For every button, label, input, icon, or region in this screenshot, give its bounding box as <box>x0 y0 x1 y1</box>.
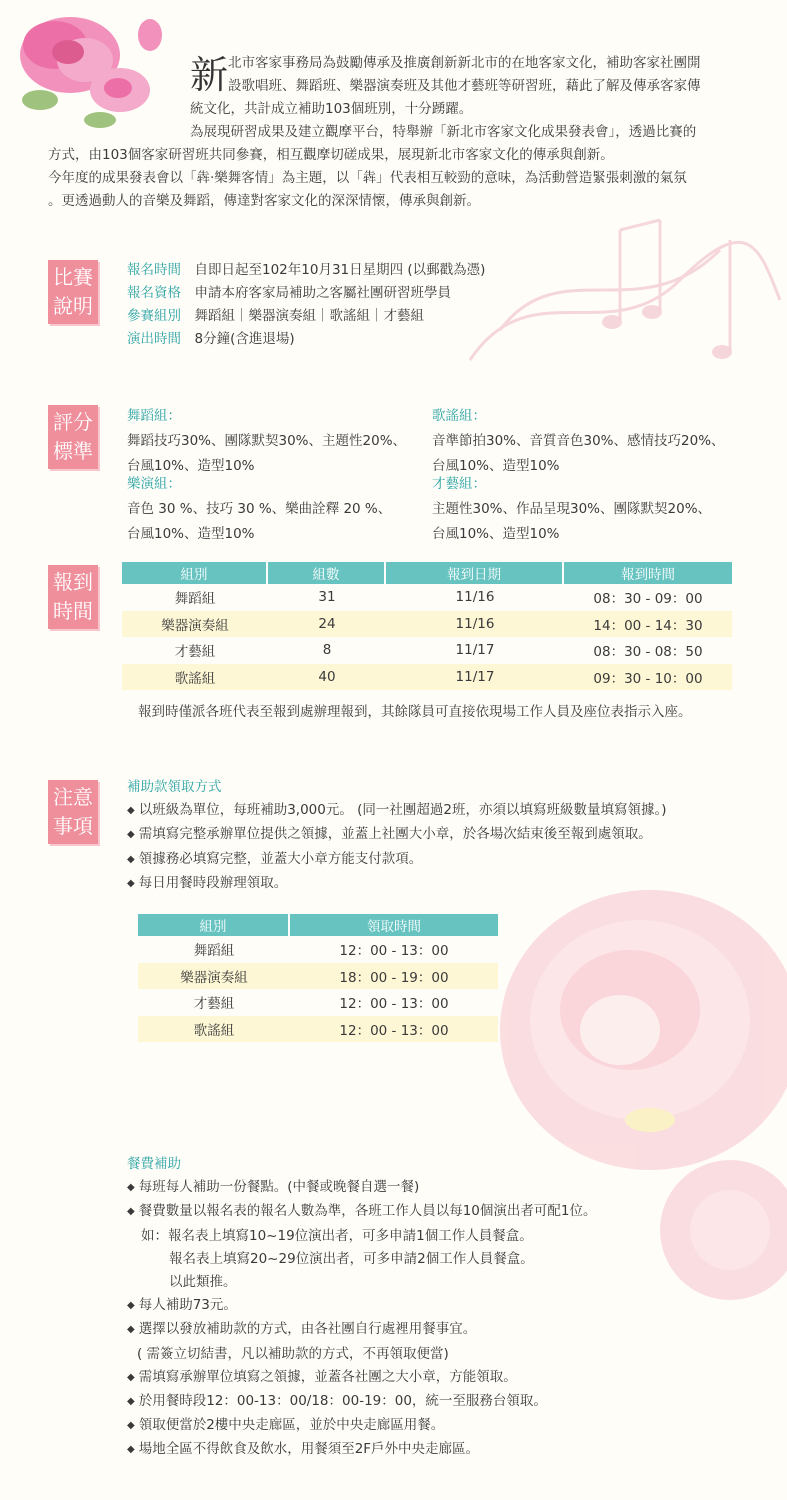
competition-item <box>127 260 485 280</box>
table-cell: 12：00 - 13：00 <box>339 943 449 960</box>
list-item: ◆ 場地全區不得飲食及飲水，用餐須至2F戶外中央走廊區。 <box>127 1438 596 1462</box>
table-cell: 12：00 - 13：00 <box>339 996 449 1013</box>
competition-item <box>127 329 295 349</box>
scoring-group-song <box>432 404 725 479</box>
competition-item <box>127 283 451 303</box>
table-cell: 11/17 <box>455 642 495 659</box>
subsidy-title: 補助款領取方式 <box>127 779 222 795</box>
intro-line: 方式，由103個客家研習班共同參賽，相互觀摩切磋成果，展現新北市客家文化的傳承與創新。 <box>48 147 614 163</box>
table-row <box>138 1016 498 1043</box>
group-title: 樂演組： <box>127 476 181 492</box>
list-item: ◆ 餐費數量以報名表的報名人數為準，各班工作人員以每10個演出者可配1位。 <box>127 1200 596 1224</box>
list-item: ◆ 每人補助73元。 <box>127 1294 596 1318</box>
intro-initial-char: 新 <box>190 53 229 97</box>
table-cell: 18：00 - 19：00 <box>290 963 498 990</box>
table-cell: 14：00 - 14：30 <box>564 611 732 638</box>
table-cell: 12：00 - 13：00 <box>290 1016 498 1043</box>
intro-line: 今年度的成果發表會以「犇‧樂舞客情」為主題，以「犇」代表相互較勁的意味，為活動營造緊張刺激的氣氛 <box>48 170 687 186</box>
label-text: 標準 <box>53 439 93 463</box>
meal-block <box>127 1153 596 1463</box>
intro-line: 。更透過動人的音樂及舞蹈，傳達對客家文化的深深情懷，傳承與創新。 <box>48 193 480 209</box>
list-item: ◆ 需填寫完整承辦單位提供之領據，並蓋上社團大小章，於各場次結束後至報到處領取。 <box>127 823 667 847</box>
column-header: 報到時間 <box>564 562 732 584</box>
table-cell: 11/16 <box>455 589 495 606</box>
intro-text <box>48 52 748 213</box>
list-item: ◆ 選擇以發放補助款的方式，由各社團自行處裡用餐事宜。 <box>127 1318 596 1342</box>
table-cell: 樂器演奏組 <box>122 611 268 638</box>
column-header: 組別 <box>122 562 268 584</box>
column-header: 組別 <box>138 914 290 936</box>
group-criteria: 音準節拍30%、音質音色30%、感情技巧20%、 <box>432 433 725 449</box>
music-notes-decoration <box>440 210 785 380</box>
column-header: 報到日期 <box>386 562 564 584</box>
label-text: 注意 <box>53 785 93 809</box>
table-cell: 歌謠組 <box>138 1016 290 1043</box>
table-cell: 舞蹈組 <box>174 591 216 608</box>
column-header: 領取時間 <box>290 914 498 936</box>
section-label-checkin <box>48 565 98 629</box>
label-text: 事項 <box>53 814 93 838</box>
intro-line: 設歌唱班、舞蹈班、樂器演奏班及其他才藝班等研習班，藉此了解及傳承客家傳 <box>228 78 701 94</box>
group-criteria: 台風10%、造型10% <box>432 458 560 474</box>
label-text: 報到 <box>53 570 93 594</box>
list-item: ◆ 於用餐時段12：00-13：00/18：00-19：00，統一至服務台領取。 <box>127 1390 596 1414</box>
table-cell: 才藝組 <box>193 996 235 1013</box>
item-value: 舞蹈組｜樂器演奏組｜歌謠組｜才藝組 <box>194 308 424 324</box>
table-cell: 11/16 <box>386 611 564 638</box>
table-row <box>122 637 732 664</box>
group-criteria: 音色 30 %、技巧 30 %、樂曲詮釋 20 %、 <box>127 501 392 517</box>
group-criteria: 台風10%、造型10% <box>127 526 255 542</box>
intro-line: 北市客家事務局為鼓勵傳承及推廣創新新北市的在地客家文化，補助客家社團開 <box>228 55 701 71</box>
list-item: 如：報名表上填寫10~19位演出者，可多申請1個工作人員餐盒。 <box>141 1227 533 1244</box>
table-row <box>122 584 732 611</box>
meal-title: 餐費補助 <box>127 1156 181 1172</box>
table-row <box>138 989 498 1016</box>
group-criteria: 台風10%、造型10% <box>127 458 255 474</box>
scoring-group-music <box>127 472 391 547</box>
list-item: ◆ 需填寫承辦單位填寫之領據，並蓋各社團之大小章，方能領取。 <box>127 1366 596 1390</box>
table-cell: 舞蹈組 <box>193 943 235 960</box>
column-header: 組數 <box>268 562 386 584</box>
checkin-table <box>122 562 732 690</box>
group-title: 歌謠組： <box>432 408 486 424</box>
table-cell: 歌謠組 <box>122 664 268 691</box>
table-cell: 24 <box>268 611 386 638</box>
subsidy-block <box>127 776 667 896</box>
intro-line: 統文化，共計成立補助103個班別，十分踴躍。 <box>190 101 473 117</box>
table-cell: 8 <box>322 642 332 659</box>
table-cell: 08：30 - 08：50 <box>593 644 703 661</box>
scoring-group-talent <box>432 472 711 547</box>
label-text: 時間 <box>53 599 93 623</box>
table-row <box>138 936 498 963</box>
subsidy-pickup-table <box>138 914 498 1042</box>
scoring-group-dance <box>127 404 406 479</box>
table-cell: 40 <box>268 664 386 691</box>
table-cell: 08：30 - 09：00 <box>593 591 703 608</box>
table-cell: 31 <box>318 589 336 606</box>
list-item: 以此類推。 <box>169 1274 237 1291</box>
list-item: ◆ 以班級為單位，每班補助3,000元。 (同一社團超過2班，亦須以填寫班級數量填寫領據。) <box>127 799 667 823</box>
list-item: 報名表上填寫20~29位演出者，可多申請2個工作人員餐盒。 <box>169 1250 534 1267</box>
table-row <box>122 611 732 638</box>
table-cell: 09：30 - 10：00 <box>564 664 732 691</box>
section-label-notice <box>48 780 98 844</box>
item-key: 報名時間 <box>127 262 181 278</box>
item-key: 演出時間 <box>127 331 181 347</box>
item-key: 報名資格 <box>127 285 181 301</box>
table-cell: 才藝組 <box>174 644 216 661</box>
table-header-row <box>138 914 498 936</box>
group-criteria: 台風10%、造型10% <box>432 526 560 542</box>
item-value: 8分鐘(含進退場) <box>194 331 295 347</box>
checkin-note: 報到時僅派各班代表至報到處辦理報到，其餘隊員可直接依現場工作人員及座位表指示入座。 <box>138 704 692 720</box>
group-title: 舞蹈組： <box>127 408 181 424</box>
label-text: 說明 <box>53 294 93 318</box>
label-text: 比賽 <box>53 265 93 289</box>
list-item: ◆ 每班每人補助一份餐點。(中餐或晚餐自選一餐) <box>127 1176 596 1200</box>
table-cell: 樂器演奏組 <box>138 963 290 990</box>
item-key: 參賽組別 <box>127 308 181 324</box>
intro-line: 為展現研習成果及建立觀摩平台，特舉辦「新北市客家文化成果發表會」，透過比賽的 <box>190 124 697 140</box>
section-label-competition <box>48 260 98 324</box>
group-criteria: 舞蹈技巧30%、團隊默契30%、主題性20%、 <box>127 433 407 449</box>
list-item: ◆ 領據務必填寫完整，並蓋大小章方能支付款項。 <box>127 848 667 872</box>
table-row <box>138 963 498 990</box>
list-item: ◆ 每日用餐時段辦理領取。 <box>127 872 667 896</box>
item-value: 申請本府客家局補助之客屬社團研習班學員 <box>194 285 451 301</box>
group-title: 才藝組： <box>432 476 486 492</box>
list-item: ( 需簽立切結書，凡以補助款的方式，不再領取便當) <box>137 1345 449 1362</box>
section-label-scoring <box>48 405 98 469</box>
group-criteria: 主題性30%、作品呈現30%、團隊默契20%、 <box>432 501 712 517</box>
competition-item <box>127 306 424 326</box>
label-text: 評分 <box>53 410 93 434</box>
table-header-row <box>122 562 732 584</box>
table-row <box>122 664 732 691</box>
table-cell: 11/17 <box>386 664 564 691</box>
list-item: ◆ 領取便當於2樓中央走廊區，並於中央走廊區用餐。 <box>127 1414 596 1438</box>
item-value: 自即日起至102年10月31日星期四 (以郵戳為憑) <box>194 262 486 278</box>
